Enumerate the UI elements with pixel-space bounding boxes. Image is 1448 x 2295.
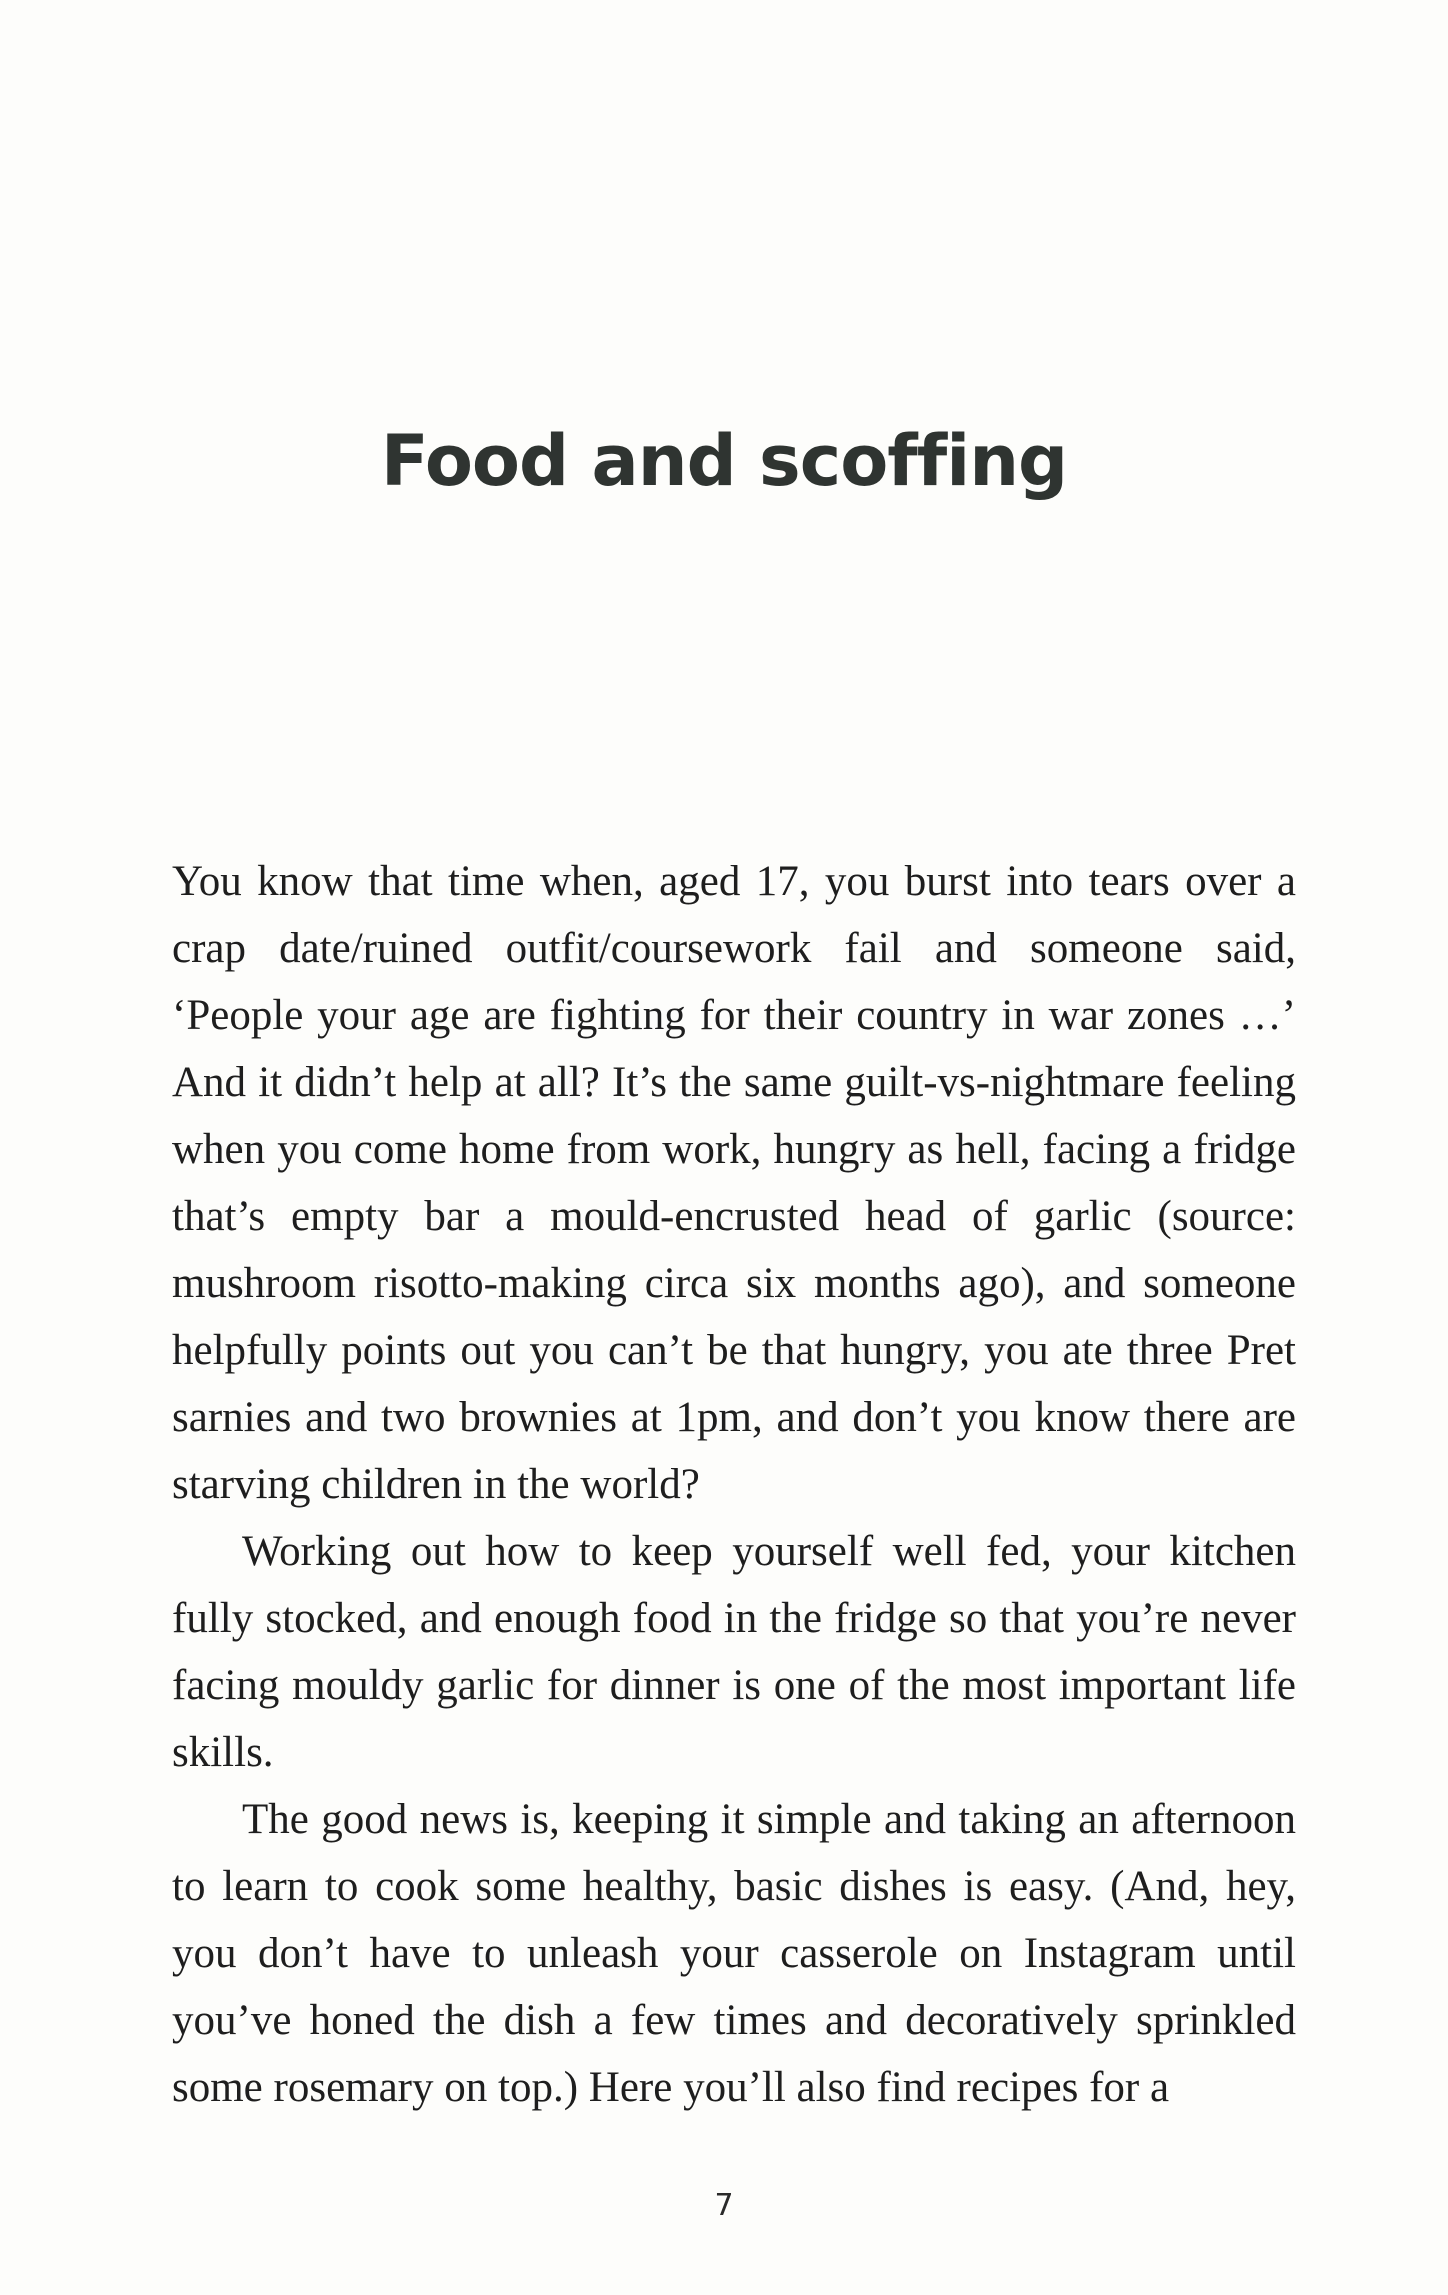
page-number: 7 — [714, 2188, 734, 2223]
body-text — [172, 848, 1296, 2121]
paragraph-2: Working out how to keep yourself well fed, your kitchen fully stocked, and enough food in the fridge so that you’re never facing mouldy garlic for dinner is one of the most important life skills. — [172, 1528, 1296, 1776]
chapter-title: Food and scoffing — [380, 420, 1068, 502]
paragraph-3: The good news is, keeping it simple and taking an afternoon to learn to cook some healthy, basic dishes is easy. (And, hey, you don’t have to unleash your casserole on Instagram until you’ve honed the dish a few times and decoratively sprinkled some rosemary on top.) Here you’ll also find recipes for a — [172, 1796, 1296, 2111]
paragraph-1: You know that time when, aged 17, you burst into tears over a crap date/ruined outfit/coursework fail and someone said, ‘People your age are fighting for their country in war zones …’ And it didn’t help at all? It’s the same guilt-vs-nightmare feeling when you come home from work, hungry as hell, facing a fridge that’s empty bar a mould-encrusted head of garlic (source: mushroom risotto-making circa six months ago), and someone helpfully points out you can’t be that hungry, you ate three Pret sarnies and two brownies at 1pm, and don’t you know there are starving children in the world? — [172, 858, 1296, 1508]
